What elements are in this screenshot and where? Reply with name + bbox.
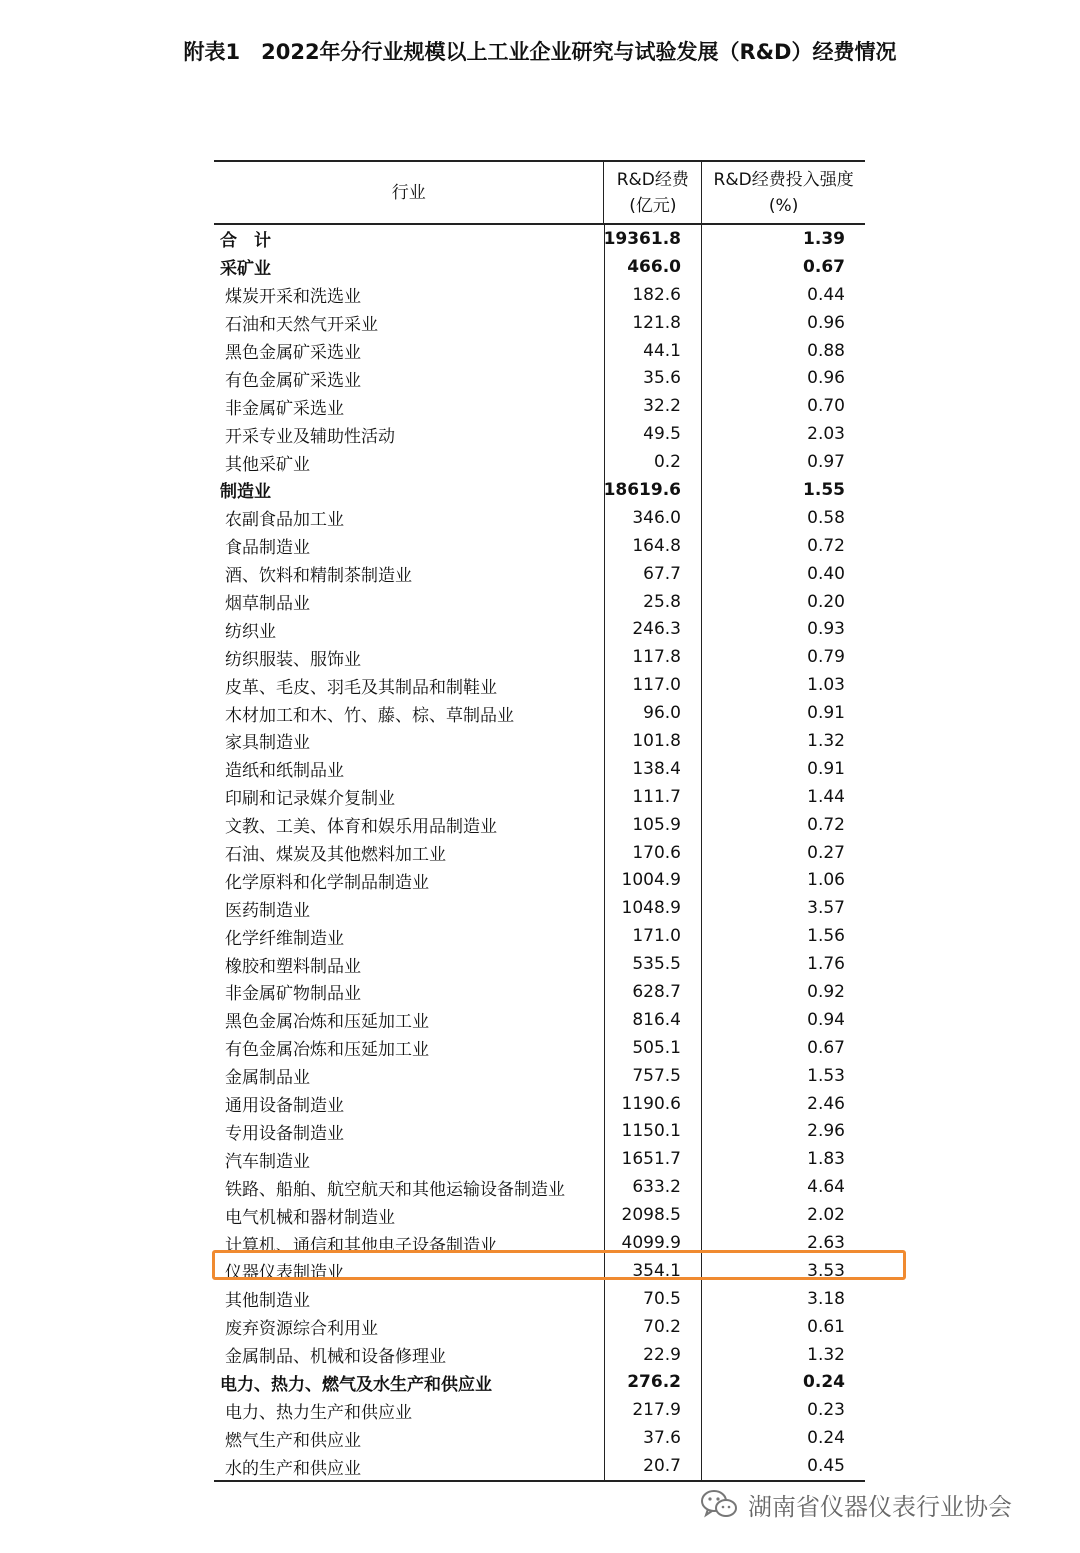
table-row xyxy=(214,364,865,392)
rd-expenditure: 117.0 xyxy=(604,671,701,699)
industry-name: 石油和天然气开采业 xyxy=(225,315,378,336)
rd-intensity: 1.03 xyxy=(701,671,864,699)
industry-name: 电力、热力生产和供应业 xyxy=(225,1402,412,1423)
rd-expenditure: 32.2 xyxy=(604,392,701,420)
rd-expenditure: 346.0 xyxy=(604,504,701,532)
header-rd xyxy=(603,162,701,223)
rd-expenditure: 96.0 xyxy=(604,699,701,727)
table-row xyxy=(214,1452,865,1480)
table-row xyxy=(214,1062,865,1090)
industry-name: 制造业 xyxy=(220,482,271,503)
rd-intensity: 0.27 xyxy=(701,839,864,867)
industry-name: 汽车制造业 xyxy=(225,1151,310,1172)
table-body xyxy=(214,225,865,1480)
table-row xyxy=(214,922,865,950)
rd-expenditure: 44.1 xyxy=(604,337,701,365)
rd-expenditure: 164.8 xyxy=(604,532,701,560)
industry-name: 黑色金属矿采选业 xyxy=(225,343,361,363)
rd-intensity: 0.70 xyxy=(701,392,864,420)
rd-intensity: 0.96 xyxy=(701,309,864,337)
table-row xyxy=(214,1034,865,1062)
rd-intensity: 0.94 xyxy=(701,1006,864,1034)
table-row xyxy=(214,643,865,671)
rd-expenditure: 35.6 xyxy=(604,364,701,392)
rd-intensity: 1.32 xyxy=(701,1341,864,1369)
industry-name: 非金属矿物制品业 xyxy=(225,984,361,1005)
industry-name: 印刷和记录媒介复制业 xyxy=(225,789,395,810)
rd-expenditure: 117.8 xyxy=(604,643,701,671)
table-row xyxy=(214,1145,865,1173)
table-row xyxy=(214,1313,865,1341)
industry-name: 其他制造业 xyxy=(225,1291,310,1312)
industry-name: 家具制造业 xyxy=(225,733,310,754)
rd-expenditure: 0.2 xyxy=(604,448,701,476)
rd-expenditure: 1150.1 xyxy=(604,1118,701,1146)
table-row xyxy=(214,727,865,755)
highlight-box-instrument-row xyxy=(212,1250,906,1280)
rd-intensity: 0.72 xyxy=(701,532,864,560)
table-row xyxy=(214,1341,865,1369)
rd-intensity: 0.93 xyxy=(701,615,864,643)
rd-expenditure: 37.6 xyxy=(604,1424,701,1452)
rd-expenditure: 1190.6 xyxy=(604,1090,701,1118)
industry-name: 其他采矿业 xyxy=(225,454,310,475)
rd-expenditure: 121.8 xyxy=(604,309,701,337)
rd-intensity: 2.63 xyxy=(701,1229,864,1257)
table-row xyxy=(214,978,865,1006)
table-row xyxy=(214,1118,865,1146)
header-intensity-line2: (%) xyxy=(768,195,799,216)
rd-intensity: 1.56 xyxy=(701,922,864,950)
header-industry xyxy=(214,162,603,223)
rd-expenditure: 170.6 xyxy=(604,839,701,867)
industry-name: 金属制品、机械和设备修理业 xyxy=(225,1347,446,1368)
industry-name: 文教、工美、体育和娱乐用品制造业 xyxy=(225,817,497,838)
header-intensity xyxy=(701,162,865,223)
rd-intensity: 0.79 xyxy=(701,643,864,671)
rd-intensity: 0.72 xyxy=(701,811,864,839)
table-row xyxy=(214,811,865,839)
rd-intensity: 0.45 xyxy=(701,1452,864,1480)
rd-intensity: 3.53 xyxy=(701,1257,864,1285)
table-row xyxy=(214,1369,865,1397)
watermark xyxy=(700,1484,1012,1524)
table-row xyxy=(214,671,865,699)
rd-intensity: 4.64 xyxy=(701,1173,864,1201)
industry-name: 食品制造业 xyxy=(225,538,310,559)
table-row xyxy=(214,588,865,616)
table-row xyxy=(214,309,865,337)
rd-expenditure: 22.9 xyxy=(604,1341,701,1369)
rd-intensity: 0.23 xyxy=(701,1396,864,1424)
rd-expenditure: 276.2 xyxy=(604,1369,701,1397)
rd-expenditure: 4099.9 xyxy=(604,1229,701,1257)
rd-intensity: 1.55 xyxy=(701,476,864,504)
industry-name: 化学纤维制造业 xyxy=(225,928,344,949)
table-row xyxy=(214,420,865,448)
rd-intensity: 0.40 xyxy=(701,560,864,588)
rd-intensity: 0.58 xyxy=(701,504,864,532)
rd-intensity: 0.88 xyxy=(701,337,864,365)
rd-intensity: 0.67 xyxy=(701,1034,864,1062)
rd-intensity: 0.61 xyxy=(701,1313,864,1341)
industry-name: 废弃资源综合利用业 xyxy=(225,1319,378,1340)
table-row xyxy=(214,1173,865,1201)
industry-name: 合 计 xyxy=(220,231,271,252)
rd-expenditure: 354.1 xyxy=(604,1257,701,1285)
industry-name: 电力、热力、燃气及水生产和供应业 xyxy=(220,1374,492,1395)
table-row xyxy=(214,1090,865,1118)
table-row xyxy=(214,615,865,643)
rd-expenditure: 49.5 xyxy=(604,420,701,448)
industry-name: 有色金属冶炼和压延加工业 xyxy=(225,1040,429,1061)
industry-name: 木材加工和木、竹、藤、棕、草制品业 xyxy=(225,705,514,726)
industry-name: 石油、煤炭及其他燃料加工业 xyxy=(225,845,446,866)
industry-name: 造纸和纸制品业 xyxy=(225,761,344,782)
industry-name: 电气机械和器材制造业 xyxy=(225,1207,395,1228)
table-row xyxy=(214,1201,865,1229)
rd-intensity: 1.76 xyxy=(701,950,864,978)
rd-intensity: 1.06 xyxy=(701,866,864,894)
rd-expenditure: 757.5 xyxy=(604,1062,701,1090)
rd-intensity: 2.96 xyxy=(701,1118,864,1146)
rd-intensity: 1.44 xyxy=(701,783,864,811)
table-row xyxy=(214,476,865,504)
header-industry-label: 行业 xyxy=(391,182,426,203)
rd-intensity: 1.83 xyxy=(701,1145,864,1173)
table-row xyxy=(214,560,865,588)
rd-expenditure-table xyxy=(214,160,865,1482)
rd-expenditure: 25.8 xyxy=(604,588,701,616)
industry-name: 仪器仪表制造业 xyxy=(225,1263,344,1284)
rd-intensity: 0.91 xyxy=(701,755,864,783)
industry-name: 计算机、通信和其他电子设备制造业 xyxy=(225,1235,497,1256)
industry-name: 化学原料和化学制品制造业 xyxy=(225,872,429,893)
rd-expenditure: 19361.8 xyxy=(604,225,701,253)
header-intensity-line1: R&D经费投入强度 xyxy=(713,169,854,190)
table-row xyxy=(214,392,865,420)
rd-expenditure: 535.5 xyxy=(604,950,701,978)
rd-expenditure: 171.0 xyxy=(604,922,701,950)
rd-intensity: 0.92 xyxy=(701,978,864,1006)
rd-expenditure: 2098.5 xyxy=(604,1201,701,1229)
industry-name: 酒、饮料和精制茶制造业 xyxy=(225,566,412,587)
table-row xyxy=(214,699,865,727)
table-row xyxy=(214,894,865,922)
rd-intensity: 0.67 xyxy=(701,253,864,281)
rd-expenditure: 217.9 xyxy=(604,1396,701,1424)
industry-name: 有色金属矿采选业 xyxy=(225,370,361,391)
rd-expenditure: 182.6 xyxy=(604,281,701,309)
rd-intensity: 0.24 xyxy=(701,1424,864,1452)
rd-intensity: 0.97 xyxy=(701,448,864,476)
rd-intensity: 3.57 xyxy=(701,894,864,922)
industry-name: 烟草制品业 xyxy=(225,594,310,615)
table-row xyxy=(214,866,865,894)
header-rd-line2: (亿元) xyxy=(629,195,677,216)
industry-name: 医药制造业 xyxy=(225,900,310,921)
rd-intensity: 1.53 xyxy=(701,1062,864,1090)
table-row xyxy=(214,1424,865,1452)
industry-name: 燃气生产和供应业 xyxy=(225,1430,361,1451)
header-rd-line1: R&D经费 xyxy=(616,169,689,190)
page-title: 附表1 2022年分行业规模以上工业企业研究与试验发展（R&D）经费情况 xyxy=(183,40,897,64)
table-row xyxy=(214,253,865,281)
table-row xyxy=(214,1396,865,1424)
rd-expenditure: 505.1 xyxy=(604,1034,701,1062)
rd-intensity: 0.44 xyxy=(701,281,864,309)
industry-name: 黑色金属冶炼和压延加工业 xyxy=(225,1012,429,1033)
table-header xyxy=(214,162,865,225)
rd-expenditure: 105.9 xyxy=(604,811,701,839)
table-row xyxy=(214,839,865,867)
rd-intensity: 2.46 xyxy=(701,1090,864,1118)
table-row xyxy=(214,225,865,253)
table-row xyxy=(214,337,865,365)
rd-expenditure: 1004.9 xyxy=(604,866,701,894)
rd-expenditure: 67.7 xyxy=(604,560,701,588)
industry-name: 非金属矿采选业 xyxy=(225,398,344,419)
rd-expenditure: 1048.9 xyxy=(604,894,701,922)
industry-name: 开采专业及辅助性活动 xyxy=(225,426,395,447)
rd-expenditure: 18619.6 xyxy=(604,476,701,504)
rd-expenditure: 628.7 xyxy=(604,978,701,1006)
table-row xyxy=(214,504,865,532)
rd-expenditure: 138.4 xyxy=(604,755,701,783)
rd-intensity: 1.39 xyxy=(701,225,864,253)
rd-intensity: 0.24 xyxy=(701,1369,864,1397)
table-row xyxy=(214,755,865,783)
rd-expenditure: 816.4 xyxy=(604,1006,701,1034)
industry-name: 水的生产和供应业 xyxy=(225,1458,361,1479)
rd-expenditure: 246.3 xyxy=(604,615,701,643)
rd-expenditure: 633.2 xyxy=(604,1173,701,1201)
rd-expenditure: 1651.7 xyxy=(604,1145,701,1173)
table-row xyxy=(214,532,865,560)
rd-expenditure: 20.7 xyxy=(604,1452,701,1480)
table-row xyxy=(214,281,865,309)
industry-name: 铁路、船舶、航空航天和其他运输设备制造业 xyxy=(225,1179,565,1200)
industry-name: 皮革、毛皮、羽毛及其制品和制鞋业 xyxy=(225,677,497,698)
rd-expenditure: 466.0 xyxy=(604,253,701,281)
industry-name: 纺织业 xyxy=(225,621,276,642)
industry-name: 纺织服装、服饰业 xyxy=(225,649,361,670)
industry-name: 金属制品业 xyxy=(225,1068,310,1089)
watermark-text: 湖南省仪器仪表行业协会 xyxy=(748,1492,1012,1521)
industry-name: 通用设备制造业 xyxy=(225,1096,344,1117)
table-row xyxy=(214,950,865,978)
rd-expenditure: 70.5 xyxy=(604,1285,701,1313)
industry-name: 煤炭开采和洗选业 xyxy=(225,287,361,308)
rd-intensity: 0.20 xyxy=(701,588,864,616)
table-row xyxy=(214,1285,865,1313)
rd-intensity: 0.96 xyxy=(701,364,864,392)
rd-intensity: 2.02 xyxy=(701,1201,864,1229)
rd-expenditure: 101.8 xyxy=(604,727,701,755)
industry-name: 农副食品加工业 xyxy=(225,510,344,531)
industry-name: 采矿业 xyxy=(220,259,271,280)
table-row xyxy=(214,1006,865,1034)
industry-name: 专用设备制造业 xyxy=(225,1123,344,1144)
rd-expenditure: 111.7 xyxy=(604,783,701,811)
wechat-icon xyxy=(700,1488,738,1520)
industry-name: 橡胶和塑料制品业 xyxy=(225,956,361,977)
table-row xyxy=(214,448,865,476)
rd-intensity: 0.91 xyxy=(701,699,864,727)
rd-intensity: 1.32 xyxy=(701,727,864,755)
rd-intensity: 3.18 xyxy=(701,1285,864,1313)
table-row xyxy=(214,783,865,811)
rd-expenditure: 70.2 xyxy=(604,1313,701,1341)
rd-intensity: 2.03 xyxy=(701,420,864,448)
